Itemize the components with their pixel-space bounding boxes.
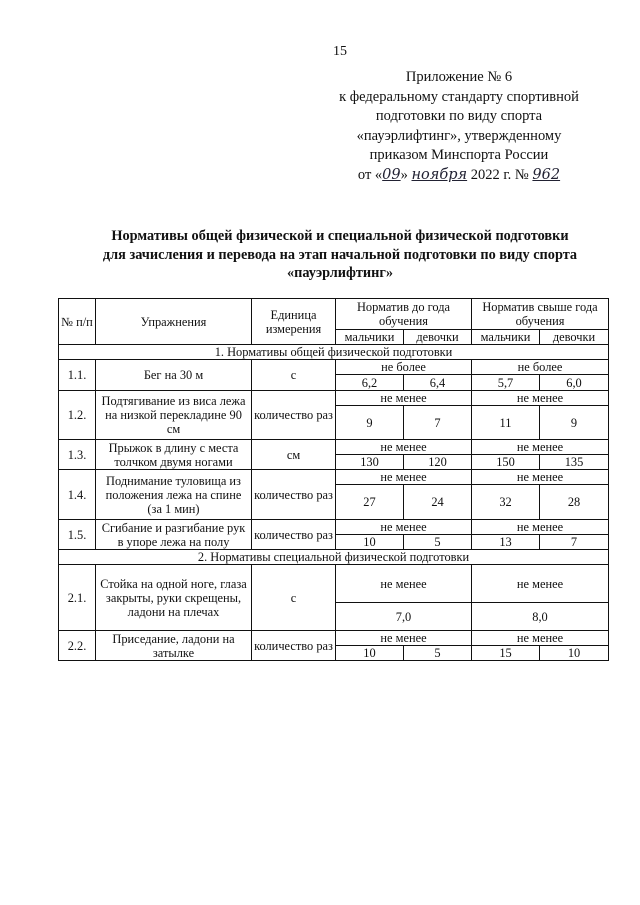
value-cell: 5 — [404, 535, 472, 550]
appendix-line: «пауэрлифтинг», утвержденному — [356, 127, 562, 144]
header-unit: Единица измерения — [252, 299, 336, 345]
value-cell: 7,0 — [336, 603, 472, 631]
row-unit: количество раз — [252, 391, 336, 440]
value-cell: 15 — [472, 646, 540, 661]
section-title: 2. Нормативы специальной физической подготовки — [59, 550, 609, 565]
row-condition: не менее — [336, 440, 472, 455]
row-num: 2.2. — [59, 631, 96, 661]
appendix-line: подготовки по виду спорта — [375, 108, 543, 124]
appendix-line: к федеральному стандарту спортивной — [339, 88, 579, 105]
row-condition: не менее — [472, 440, 609, 455]
table-row — [59, 631, 609, 646]
row-exercise: Прыжок в длину с места толчком двумя ногами — [96, 440, 252, 470]
value-cell: 11 — [472, 406, 540, 440]
value-cell: 10 — [540, 646, 609, 661]
value-cell: 9 — [336, 406, 404, 440]
row-unit: количество раз — [252, 470, 336, 520]
row-condition: не менее — [336, 565, 472, 603]
value-cell: 5 — [404, 646, 472, 661]
date-year: 2022 г. № — [470, 166, 529, 183]
row-unit: количество раз — [252, 520, 336, 550]
row-num: 2.1. — [59, 565, 96, 631]
date-day: 09 — [382, 166, 401, 183]
row-exercise: Приседание, ладони на затылке — [96, 631, 252, 661]
row-condition: не менее — [472, 470, 609, 485]
row-num: 1.2. — [59, 391, 96, 440]
row-condition: не менее — [336, 520, 472, 535]
row-unit: количество раз — [252, 631, 336, 661]
section-title: 1. Нормативы общей физической подготовки — [59, 345, 609, 360]
table-row — [59, 391, 609, 406]
row-condition: не менее — [472, 631, 609, 646]
row-num: 1.4. — [59, 470, 96, 520]
page-number: 15 — [333, 44, 347, 59]
table-row — [59, 360, 609, 375]
row-exercise: Поднимание туловища из положения лежа на спине (за 1 мин) — [96, 470, 252, 520]
value-cell: 28 — [540, 485, 609, 520]
row-exercise: Подтягивание из виса лежа на низкой перекладине 90 см — [96, 391, 252, 440]
header-exercise: Упражнения — [96, 299, 252, 345]
row-exercise: Сгибание и разгибание рук в упоре лежа на полу — [96, 520, 252, 550]
appendix-header — [300, 68, 618, 185]
row-condition: не менее — [472, 520, 609, 535]
row-exercise: Стойка на одной ноге, глаза закрыты, руки скрещены, ладони на плечах — [96, 565, 252, 631]
table-header — [59, 299, 609, 345]
row-unit: с — [252, 360, 336, 391]
title-line: «пауэрлифтинг» — [286, 265, 394, 281]
value-cell: 13 — [472, 535, 540, 550]
row-num: 1.5. — [59, 520, 96, 550]
value-cell: 7 — [404, 406, 472, 440]
header-num: № п/п — [59, 299, 96, 345]
appendix-line: Приложение № 6 — [405, 69, 513, 85]
value-cell: 5,7 — [472, 375, 540, 391]
document-title — [60, 227, 620, 283]
value-cell: 24 — [404, 485, 472, 520]
row-condition: не более — [472, 360, 609, 375]
appendix-date-line — [300, 166, 618, 186]
row-num: 1.1. — [59, 360, 96, 391]
row-unit: с — [252, 565, 336, 631]
row-exercise: Бег на 30 м — [96, 360, 252, 391]
header-girls: девочки — [540, 330, 609, 345]
table-row — [59, 565, 609, 603]
header-group1: Норматив до года обучения — [336, 299, 472, 330]
date-mid: » — [400, 166, 408, 183]
value-cell: 10 — [336, 535, 404, 550]
row-condition: не более — [336, 360, 472, 375]
value-cell: 9 — [540, 406, 609, 440]
row-condition: не менее — [472, 565, 609, 603]
date-prefix: от « — [357, 166, 383, 183]
row-condition: не менее — [336, 631, 472, 646]
value-cell: 8,0 — [472, 603, 609, 631]
value-cell: 6,4 — [404, 375, 472, 391]
table-row — [59, 440, 609, 455]
value-cell: 120 — [404, 455, 472, 470]
norms-table — [58, 298, 609, 661]
value-cell: 27 — [336, 485, 404, 520]
header-boys: мальчики — [336, 330, 404, 345]
row-condition: не менее — [336, 391, 472, 406]
value-cell: 135 — [540, 455, 609, 470]
table-row — [59, 520, 609, 535]
row-num: 1.3. — [59, 440, 96, 470]
value-cell: 32 — [472, 485, 540, 520]
table-body — [59, 345, 609, 661]
order-number: 962 — [532, 166, 561, 183]
header-group2: Норматив свыше года обучения — [472, 299, 609, 330]
table-row — [59, 470, 609, 485]
value-cell: 150 — [472, 455, 540, 470]
row-unit: см — [252, 440, 336, 470]
value-cell: 6,2 — [336, 375, 404, 391]
row-condition: не менее — [472, 391, 609, 406]
value-cell: 7 — [540, 535, 609, 550]
header-boys: мальчики — [472, 330, 540, 345]
value-cell: 6,0 — [540, 375, 609, 391]
title-line: Нормативы общей физической и специальной физической подготовки — [111, 228, 569, 244]
header-girls: девочки — [404, 330, 472, 345]
row-condition: не менее — [336, 470, 472, 485]
title-line: для зачисления и перевода на этап начальной подготовки по виду спорта — [102, 246, 578, 263]
value-cell: 10 — [336, 646, 404, 661]
date-month: ноября — [411, 166, 468, 183]
appendix-line: приказом Минспорта России — [369, 147, 549, 163]
value-cell: 130 — [336, 455, 404, 470]
